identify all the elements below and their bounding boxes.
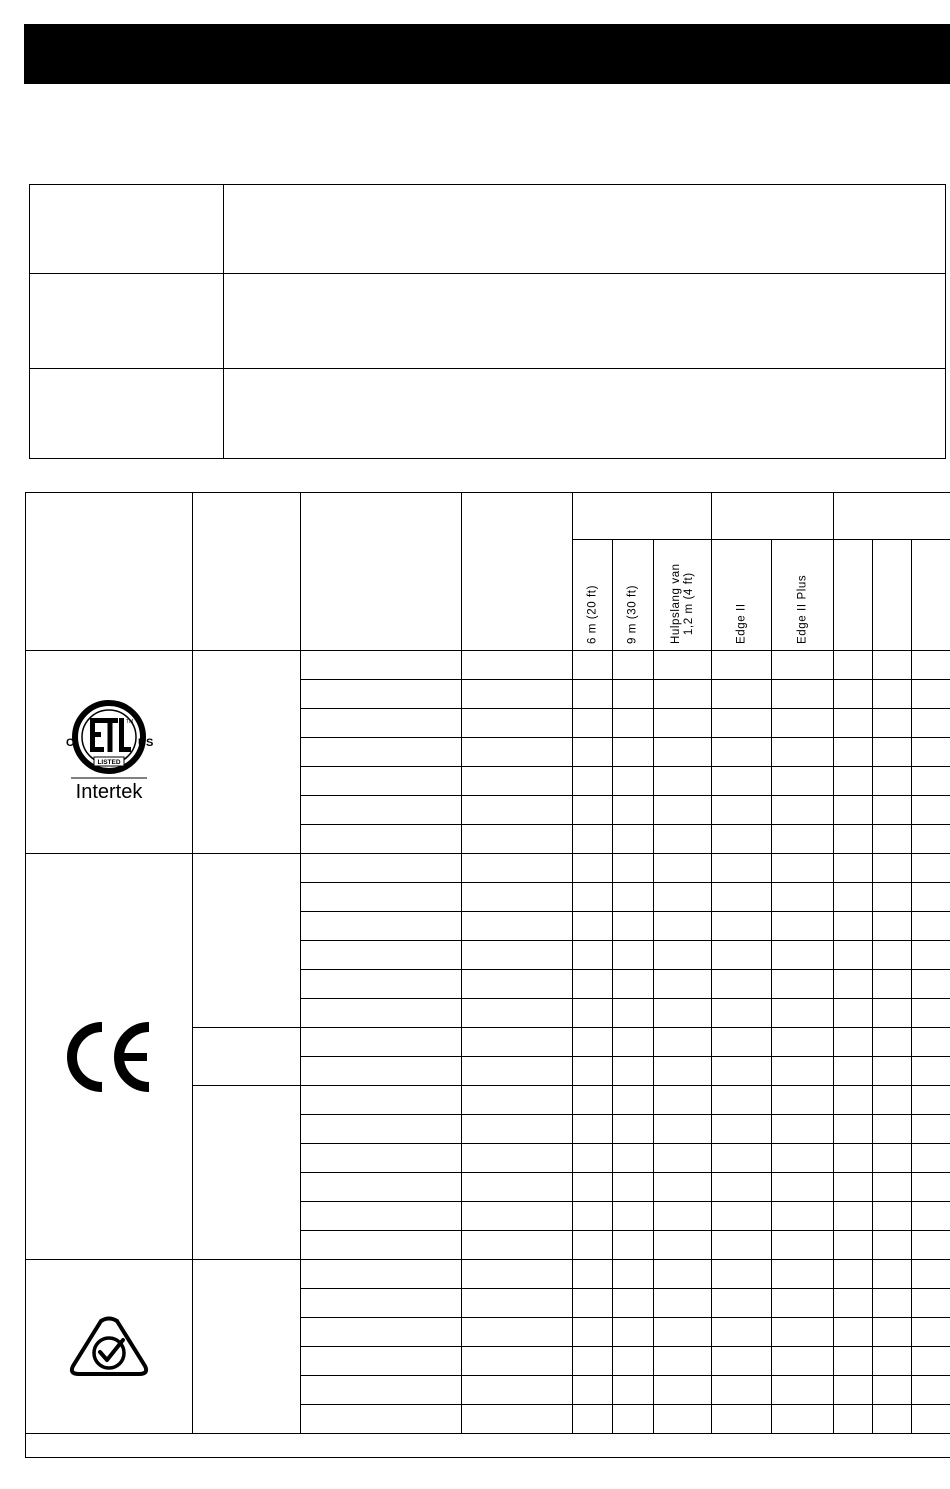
col-extra-1 <box>834 540 873 651</box>
col-extra-3 <box>912 540 950 651</box>
standard-cell <box>193 1028 301 1086</box>
etl-tm-label: TM <box>126 719 134 725</box>
header-cell-model <box>301 493 462 651</box>
info-row <box>30 369 946 459</box>
info-row <box>30 185 946 274</box>
table-row <box>26 1260 950 1289</box>
rcm-mark-icon <box>67 1316 151 1378</box>
footer-cell <box>26 1434 950 1458</box>
header-cell-hose-group <box>573 493 712 540</box>
info-label-cell <box>30 369 224 459</box>
ce-logo-cell <box>26 854 193 1260</box>
header-cell-handle-group <box>712 493 834 540</box>
etl-us-label: US <box>138 737 154 749</box>
col-edge-ii-plus: Edge II Plus <box>772 540 834 651</box>
rcm-logo-cell <box>26 1260 193 1434</box>
standard-cell <box>193 1260 301 1434</box>
intertek-brand: Intertek <box>75 781 143 803</box>
header-cell-standard <box>193 493 301 651</box>
table-row <box>26 854 950 883</box>
info-label-cell <box>30 274 224 369</box>
etl-listed-label: LISTED <box>97 759 121 766</box>
etl-logo-cell <box>26 651 193 854</box>
header-cell-extra-group <box>834 493 950 540</box>
info-row <box>30 274 946 369</box>
standard-cell <box>193 854 301 1028</box>
info-value-cell <box>224 274 946 369</box>
info-value-cell <box>224 185 946 274</box>
etl-listed-mark-icon <box>54 697 164 807</box>
info-label-cell <box>30 185 224 274</box>
col-edge-ii: Edge II <box>712 540 772 651</box>
header-cell-certification <box>26 493 193 651</box>
header-row-1 <box>26 493 950 540</box>
table-row <box>26 651 950 680</box>
col-hose-20ft: 6 m (20 ft) <box>573 540 613 651</box>
header-cell-voltage <box>462 493 573 651</box>
col-extra-2 <box>873 540 912 651</box>
info-table <box>29 184 946 459</box>
etl-c-label: C <box>66 737 74 749</box>
certification-table <box>25 492 950 1458</box>
standard-cell <box>193 651 301 854</box>
col-hose-30ft: 9 m (30 ft) <box>613 540 654 651</box>
footer-row <box>26 1434 950 1458</box>
standard-cell <box>193 1086 301 1260</box>
col-aux-hose: Hulpslang van 1,2 m (4 ft) <box>654 540 712 651</box>
info-value-cell <box>224 369 946 459</box>
header-bar <box>24 24 950 84</box>
ce-mark-icon <box>59 1022 159 1092</box>
